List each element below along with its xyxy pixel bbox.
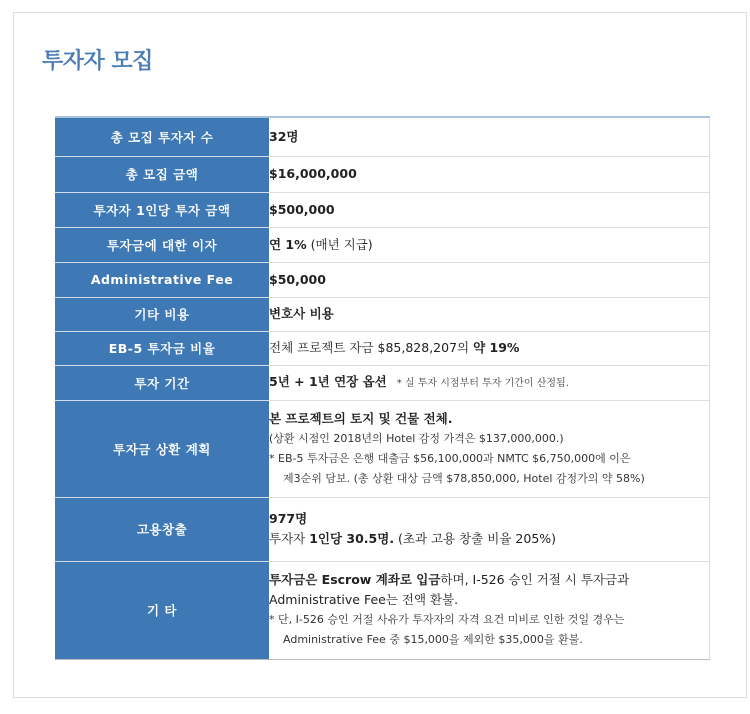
- row-label: 투자금 상환 계획: [55, 400, 269, 497]
- value-bold: 연 1%: [269, 236, 307, 252]
- row-value: 32명: [269, 117, 710, 156]
- row-label: EB-5 투자금 비율: [55, 331, 269, 365]
- value-line: [269, 570, 709, 590]
- page-title: 투자자 모집: [42, 49, 153, 74]
- value-line: * EB-5 투자금은 은행 대출금 $56,100,000과 NMTC $6,750,000에 이은: [269, 451, 631, 465]
- row-value: 변호사 비용: [269, 297, 710, 331]
- value-rest: (매년 지급): [306, 236, 373, 252]
- value-bold: 투자금은 Escrow 계좌로 입금: [269, 572, 441, 587]
- row-value: [269, 561, 710, 659]
- table-row: [55, 497, 710, 561]
- value-bold: 1인당 30.5명.: [309, 531, 395, 546]
- value-pre: 전체 프로젝트 자금 $85,828,207의: [269, 340, 474, 355]
- row-label: 투자자 1인당 투자 금액: [55, 192, 269, 227]
- value-line: Administrative Fee는 전액 환불.: [269, 592, 459, 607]
- row-value: [269, 400, 710, 497]
- row-label: 고용창출: [55, 497, 269, 561]
- value-line: 977명: [269, 511, 308, 526]
- table-row: [55, 192, 710, 227]
- table-row: [55, 297, 710, 331]
- value-line: [269, 529, 709, 549]
- value-line: * 단, I-526 승인 거절 사유가 투자자의 자격 요건 미비로 인한 것일 경우는: [269, 613, 625, 626]
- investor-info-table: [55, 116, 710, 660]
- row-value: [269, 365, 710, 400]
- value-main: 5년 + 1년 연장 옵션: [269, 373, 387, 389]
- row-label: 기타 비용: [55, 297, 269, 331]
- table-row: [55, 227, 710, 262]
- value-note: * 실 투자 시점부터 투자 기간이 산정됨.: [396, 377, 569, 389]
- row-value: $500,000: [269, 192, 710, 227]
- row-value: $16,000,000: [269, 156, 710, 192]
- table-row: [55, 117, 710, 156]
- row-value: $50,000: [269, 262, 710, 297]
- row-value: [269, 497, 710, 561]
- table-row: [55, 561, 710, 659]
- value-pre: 투자자: [269, 531, 310, 546]
- table-row: [55, 365, 710, 400]
- row-label: 투자 기간: [55, 365, 269, 400]
- value-rest: 하며, I-526 승인 거절 시 투자금과: [440, 572, 630, 587]
- table-row: [55, 156, 710, 192]
- value-line: Administrative Fee 중 $15,000을 제외한 $35,000을 환불.: [283, 633, 583, 646]
- value-line: (상환 시점인 2018년의 Hotel 감정 가격은 $137,000,000.): [269, 431, 564, 445]
- table-row: [55, 262, 710, 297]
- row-value: [269, 331, 710, 365]
- row-value: [269, 227, 710, 262]
- table-row: [55, 400, 710, 497]
- row-label: 총 모집 투자자 수: [55, 117, 269, 156]
- value-line: 본 프로젝트의 토지 및 건물 전체.: [269, 410, 453, 426]
- table-row: [55, 331, 710, 365]
- value-line: 제3순위 담보. (총 상환 대상 금액 $78,850,000, Hotel 감정가의 약 58%): [283, 471, 645, 485]
- row-label: Administrative Fee: [55, 262, 269, 297]
- row-label: 총 모집 금액: [55, 156, 269, 192]
- value-rest: (초과 고용 창출 비율 205%): [394, 531, 557, 546]
- row-label: 투자금에 대한 이자: [55, 227, 269, 262]
- row-label: 기 타: [55, 561, 269, 659]
- value-bold: 약 19%: [473, 340, 520, 355]
